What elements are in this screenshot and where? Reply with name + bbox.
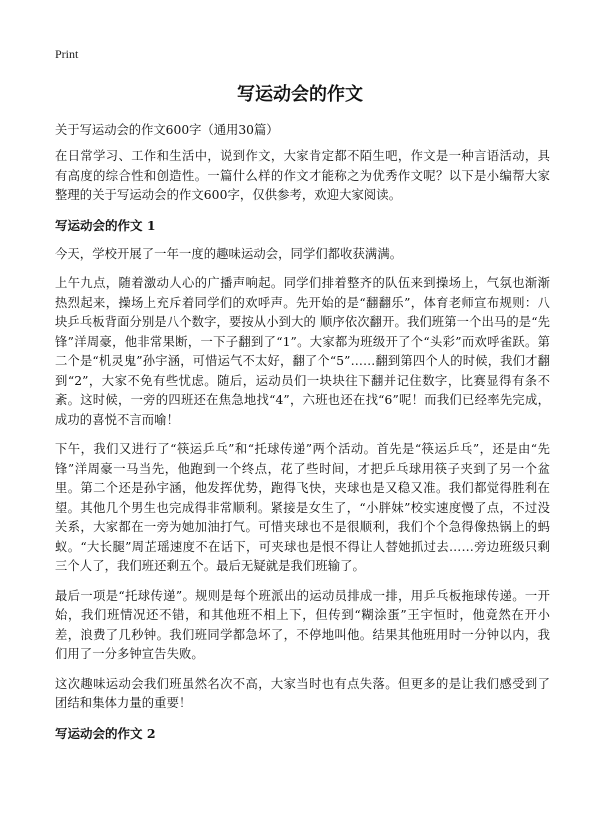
intro-paragraph: 在日常学习、工作和生活中，说到作文，大家肯定都不陌生吧，作文是一种言语活动，具有高度的综合性和创造性。一篇什么样的作文才能称之为优秀作文呢？以下是小编帮大家整理的关于写运动会的作文600字，仅供参考，欢迎大家阅读。 (55, 149, 550, 202)
article-subtitle: 关于写运动会的作文600字（通用30篇） (55, 123, 279, 137)
section-heading-2: 写运动会的作文 2 (55, 725, 156, 741)
section-1-paragraph-4: 最后一项是“托球传递”。规则是每个班派出的运动员排成一排，用乒乓板拖球传递。一开始，我们班情况还不错，和其他班不相上下，但传到“糊涂蛋”王宇恒时，他竟然在开小差，浪费了几秒钟。我们班同学都急坏了，不停地叫他。结果其他班用时一分钟以内，我们用了一分多钟宣告失败。 (55, 588, 550, 661)
section-1-paragraph-3: 下午，我们又进行了“筷运乒乓”和“托球传递”两个活动。首先是“筷运乒乓”，还是由“先锋”洋周豪一马当先，他跑到一个终点，花了些时间，才把乒乓球用筷子夹到了另一个盆里。第二个还是孙宇涵，他发挥优势，跑得飞快，夹球也是又稳又准。我们都觉得胜利在望。其他几个男生也完成得非常顺利。紧接是女生了，“小胖妹”校实速度慢了点，不过没关系，大家都在一旁为她加油打气。可惜夹球也不是很顺利，我们个个急得像热锅上的蚂蚁。“大长腿”周芷瑶速度不在话下，可夹球也是恨不得让人替她抓过去……旁边班级只剩三个人了，我们班还剩五个。最后无疑就是我们班输了。 (55, 442, 550, 573)
section-heading-1: 写运动会的作文 1 (55, 217, 156, 233)
section-1-paragraph-2: 上午九点，随着激动人心的广播声响起。同学们排着整齐的队伍来到操场上，气氛也渐渐热烈起来，操场上充斥着同学们的欢呼声。先开始的是“翻翻乐”，体育老师宣布规则：八块乒乓板背面分别是八个数字，要按从小到大的 顺序依次翻开。我们班第一个出马的是“先锋”洋周豪，他非常果断，一下子翻到了“1”。大家都为班级开了个“头彩”而欢呼雀跃。第二个是“机灵鬼”孙宇涵，可惜运气不太好，翻了个“5”……翻到第四个人的时候，我们才翻到“2”，大家不免有些忧虑。随后，运动员们一块块往下翻并记住数字，比赛显得有条不紊。这时候，一旁的四班还在焦急地找“4”，六班也还在找“6”呢！而我们已经率先完成，成功的喜悦不言而喻！ (55, 276, 550, 427)
print-link[interactable]: Print (55, 47, 79, 61)
article-body (55, 121, 550, 753)
section-1-paragraph-5: 这次趣味运动会我们班虽然名次不高，大家当时也有点失落。但更多的是让我们感受到了团结和集体力量的重要！ (55, 676, 550, 710)
page-title: 写运动会的作文 (237, 84, 363, 105)
section-1-paragraph-1: 今天，学校开展了一年一度的趣味运动会，同学们都收获满满。 (55, 246, 403, 261)
